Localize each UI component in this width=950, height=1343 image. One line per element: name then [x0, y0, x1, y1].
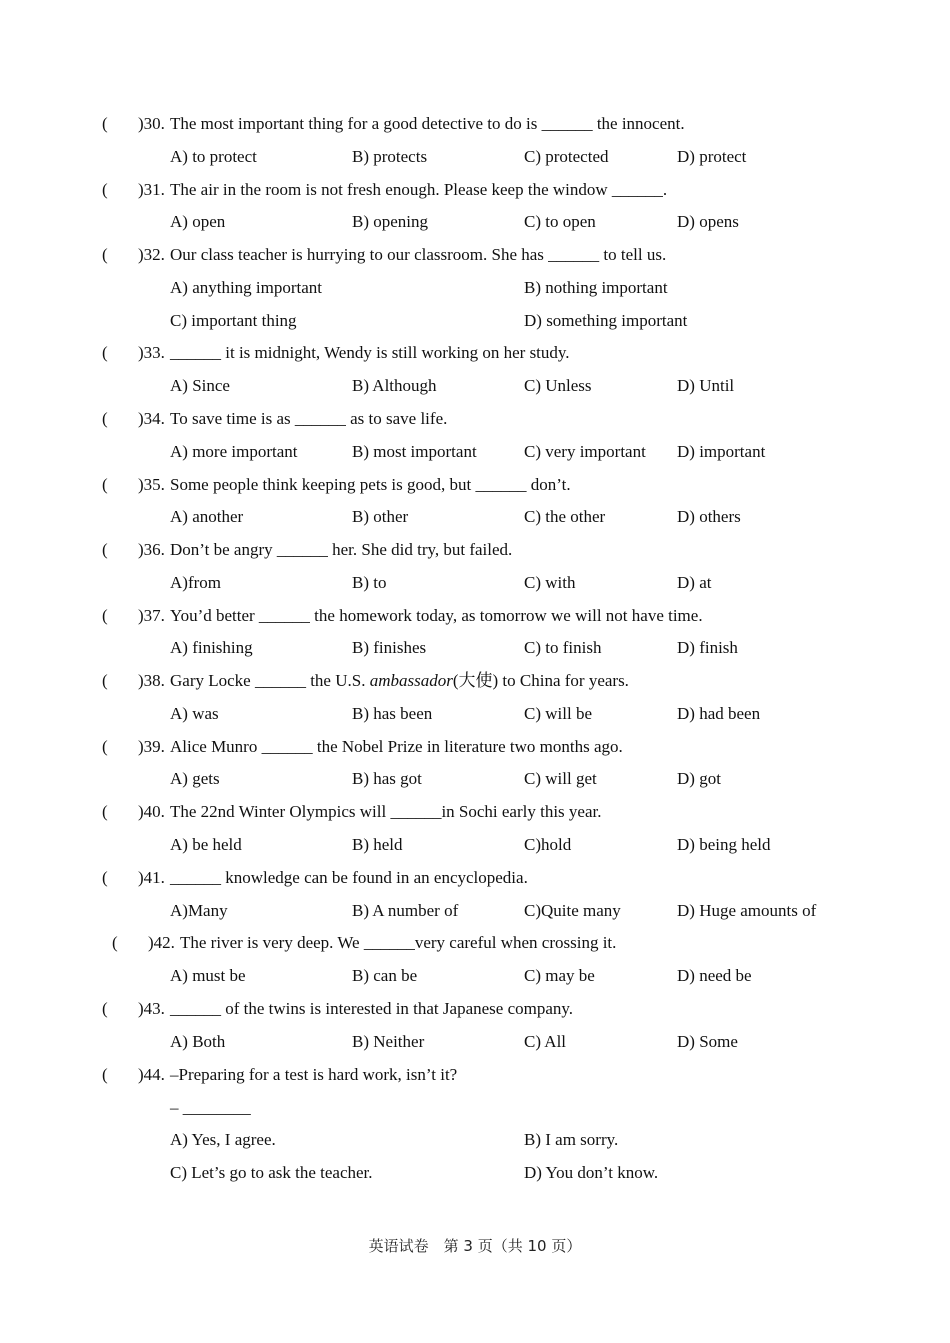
answer-paren[interactable]: ( — [102, 868, 108, 887]
option-a[interactable]: A) must be — [170, 966, 246, 985]
option-a[interactable]: A) be held — [170, 835, 242, 854]
question-number: )41. — [138, 868, 165, 887]
option-b[interactable]: B) finishes — [352, 638, 427, 657]
option-a[interactable]: A) open — [170, 212, 226, 231]
question-stem: You’d better ______ the homework today, as tomorrow we will not have time. — [170, 606, 703, 625]
answer-paren[interactable]: ( — [102, 737, 108, 756]
answer-paren[interactable]: ( — [102, 1065, 108, 1084]
question-stem-italic: ambassador — [369, 671, 453, 690]
answer-paren[interactable]: ( — [112, 933, 118, 952]
question-30 — [102, 114, 685, 134]
option-c[interactable]: C) the other — [524, 507, 606, 526]
option-d[interactable]: D) something important — [524, 311, 688, 330]
option-a[interactable]: A) Since — [170, 376, 230, 395]
answer-paren[interactable]: ( — [102, 245, 108, 264]
option-d[interactable]: D) finish — [677, 638, 738, 657]
option-c[interactable]: C) may be — [524, 966, 595, 985]
question-number: )40. — [138, 802, 165, 821]
question-stem: Alice Munro ______ the Nobel Prize in literature two months ago. — [170, 737, 623, 756]
question-36 — [102, 540, 512, 560]
question-stem: ______ knowledge can be found in an encyclopedia. — [170, 868, 528, 887]
option-d[interactable]: D) at — [677, 573, 712, 592]
question-37 — [102, 606, 703, 626]
option-c[interactable]: C) important thing — [170, 311, 297, 330]
option-d[interactable]: D) important — [677, 442, 766, 461]
option-d[interactable]: D) opens — [677, 212, 739, 231]
option-c[interactable]: C) Let’s go to ask the teacher. — [170, 1163, 373, 1182]
option-d[interactable]: D) need be — [677, 966, 752, 985]
option-b[interactable]: B) Neither — [352, 1032, 425, 1051]
option-c[interactable]: C) protected — [524, 147, 609, 166]
option-a[interactable]: A)Many — [170, 901, 228, 920]
option-d[interactable]: D) others — [677, 507, 741, 526]
option-b[interactable]: B) nothing important — [524, 278, 668, 297]
question-31 — [102, 180, 667, 200]
option-d[interactable]: D) Until — [677, 376, 735, 395]
option-b[interactable]: B) to — [352, 573, 387, 592]
answer-paren[interactable]: ( — [102, 671, 108, 690]
option-d[interactable]: D) You don’t know. — [524, 1163, 659, 1182]
answer-paren[interactable]: ( — [102, 114, 108, 133]
option-a[interactable]: A) more important — [170, 442, 298, 461]
question-39 — [102, 737, 623, 757]
option-d[interactable]: D) being held — [677, 835, 771, 854]
answer-paren[interactable]: ( — [102, 999, 108, 1018]
option-b[interactable]: B) Although — [352, 376, 437, 395]
option-a[interactable]: A) another — [170, 507, 244, 526]
option-d[interactable]: D) Some — [677, 1032, 738, 1051]
option-a[interactable]: A) to protect — [170, 147, 257, 166]
question-stem-pre: Gary Locke ______ the U.S. — [170, 671, 370, 690]
question-41 — [102, 868, 528, 888]
reply-blank: – ________ — [170, 1098, 251, 1117]
question-number: )35. — [138, 475, 165, 494]
question-stem: The most important thing for a good detective to do is ______ the innocent. — [170, 114, 685, 133]
option-b[interactable]: B) most important — [352, 442, 477, 461]
question-38 — [102, 671, 629, 691]
option-b[interactable]: B) has been — [352, 704, 433, 723]
question-stem: The air in the room is not fresh enough. Please keep the window ______. — [170, 180, 668, 199]
question-43 — [102, 999, 573, 1019]
option-b[interactable]: B) protects — [352, 147, 428, 166]
option-a[interactable]: A)from — [170, 573, 221, 592]
question-stem: Our class teacher is hurrying to our classroom. She has ______ to tell us. — [170, 245, 667, 264]
question-number: )44. — [138, 1065, 165, 1084]
option-d[interactable]: D) protect — [677, 147, 747, 166]
question-40 — [102, 802, 602, 822]
option-a[interactable]: A) gets — [170, 769, 220, 788]
answer-paren[interactable]: ( — [102, 180, 108, 199]
question-number: )42. — [148, 933, 175, 952]
question-44 — [102, 1065, 457, 1085]
option-c[interactable]: C) with — [524, 573, 576, 592]
question-number: )30. — [138, 114, 165, 133]
option-b[interactable]: B) I am sorry. — [524, 1130, 619, 1149]
option-c[interactable]: C) will get — [524, 769, 597, 788]
question-number: )38. — [138, 671, 165, 690]
question-number: )36. — [138, 540, 165, 559]
question-number: )43. — [138, 999, 165, 1018]
question-stem: Some people think keeping pets is good, but ______ don’t. — [170, 475, 571, 494]
answer-paren[interactable]: ( — [102, 475, 108, 494]
option-b[interactable]: B) held — [352, 835, 403, 854]
answer-paren[interactable]: ( — [102, 606, 108, 625]
question-32 — [102, 245, 666, 265]
option-c[interactable]: C) very important — [524, 442, 646, 461]
option-d[interactable]: D) Huge amounts of — [677, 901, 817, 920]
option-a[interactable]: A) anything important — [170, 278, 323, 297]
question-number: )32. — [138, 245, 165, 264]
question-number: )33. — [138, 343, 165, 362]
question-number: )37. — [138, 606, 165, 625]
question-number: )39. — [138, 737, 165, 756]
question-33 — [102, 343, 570, 363]
option-c[interactable]: C) Unless — [524, 376, 592, 395]
question-stem: ______ of the twins is interested in that Japanese company. — [170, 999, 574, 1018]
option-b[interactable]: B) opening — [352, 212, 429, 231]
option-c[interactable]: C) will be — [524, 704, 592, 723]
question-stem: The river is very deep. We ______very careful when crossing it. — [180, 933, 617, 952]
option-a[interactable]: A) finishing — [170, 638, 253, 657]
question-stem: Don’t be angry ______ her. She did try, but failed. — [170, 540, 513, 559]
option-a[interactable]: A) was — [170, 704, 219, 723]
option-c[interactable]: C)Quite many — [524, 901, 621, 920]
option-c[interactable]: C)hold — [524, 835, 572, 854]
answer-paren[interactable]: ( — [102, 409, 108, 428]
page-footer: 英语试卷 第 3 页（共 10 页） — [368, 1237, 582, 1255]
option-d[interactable]: D) had been — [677, 704, 761, 723]
question-number: )34. — [138, 409, 165, 428]
answer-paren[interactable]: ( — [102, 540, 108, 559]
question-stem: To save time is as ______ as to save life. — [170, 409, 448, 428]
question-34 — [102, 409, 447, 429]
option-b[interactable]: B) A number of — [352, 901, 459, 920]
option-a[interactable]: A) Yes, I agree. — [170, 1130, 276, 1149]
question-stem: The 22nd Winter Olympics will ______in Sochi early this year. — [170, 802, 602, 821]
question-42 — [112, 933, 616, 953]
answer-paren[interactable]: ( — [102, 802, 108, 821]
option-b[interactable]: B) can be — [352, 966, 418, 985]
question-number: )31. — [138, 180, 165, 199]
question-stem: –Preparing for a test is hard work, isn’t it? — [170, 1065, 458, 1084]
option-c[interactable]: C) All — [524, 1032, 567, 1051]
option-b[interactable]: B) has got — [352, 769, 422, 788]
option-c[interactable]: C) to finish — [524, 638, 602, 657]
question-35 — [102, 475, 571, 495]
answer-paren[interactable]: ( — [102, 343, 108, 362]
option-a[interactable]: A) Both — [170, 1032, 226, 1051]
question-stem: ______ it is midnight, Wendy is still working on her study. — [170, 343, 570, 362]
question-stem-post: (大使) to China for years. — [452, 671, 629, 690]
option-c[interactable]: C) to open — [524, 212, 596, 231]
option-b[interactable]: B) other — [352, 507, 409, 526]
option-d[interactable]: D) got — [677, 769, 721, 788]
